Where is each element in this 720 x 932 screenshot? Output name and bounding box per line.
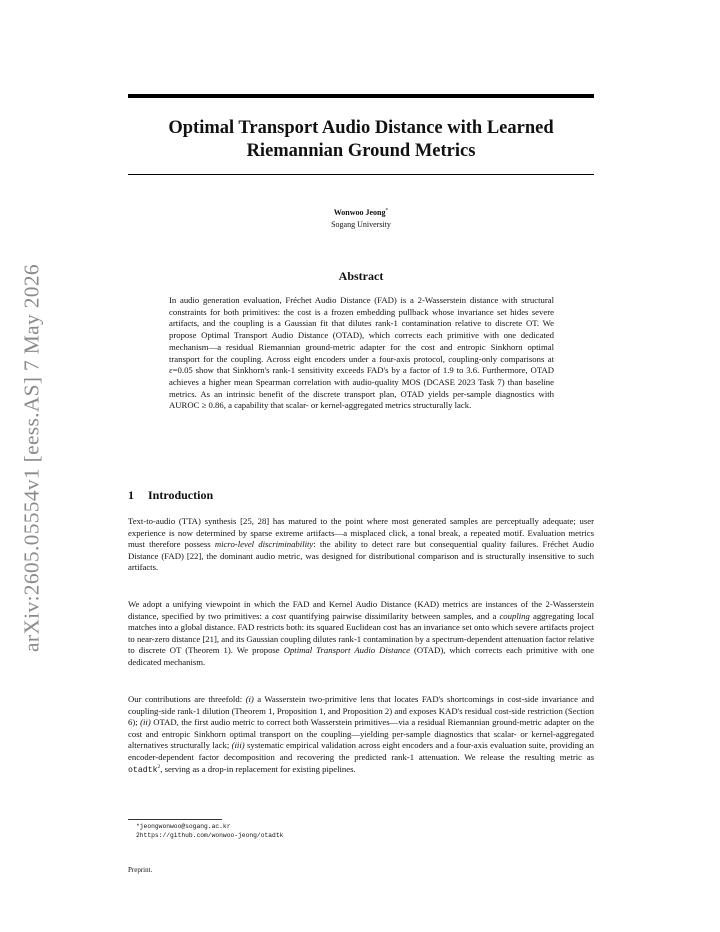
p3-text-e: OTAD, the first audio metric to correct both Wasserstein primitives—via a residual Riemannian ground-metric adapter on the cost and entropic Sinkhorn optimal transport on the coupling—yielding per-sample diagnostics that scalar- or kernel-aggregated alternatives structurally lack; bbox=[128, 717, 594, 751]
intro-paragraph-1 bbox=[128, 516, 594, 574]
title-line-1: Optimal Transport Audio Distance with Learned bbox=[168, 118, 554, 138]
p2-emphasis-otad: Optimal Transport Audio Distance bbox=[283, 645, 410, 656]
arxiv-identifier: arXiv:2605.05554v1 [eess.AS] 7 May 2026 bbox=[19, 264, 44, 652]
p2-text-g: (OTAD), which corrects each primitive with one dedicated mechanism. bbox=[128, 645, 594, 667]
footnote-github-link[interactable]: 2https://github.com/wonwoo-jeong/otadtk bbox=[136, 832, 284, 839]
affiliation: Sogang University bbox=[331, 220, 391, 229]
footnotes bbox=[136, 822, 283, 840]
footnote-rule bbox=[128, 819, 222, 820]
p1-text-c: : the ability to detect rare but consequential quality failures. Fréchet Audio Distance (FAD) [22], the dominant audio metric, was designed for distributional comparison and is structurally insensitive to such artifacts. bbox=[128, 539, 594, 573]
section-title: Introduction bbox=[148, 488, 214, 502]
abstract-heading: Abstract bbox=[338, 269, 384, 283]
p3-item-i: (i) bbox=[245, 694, 254, 704]
p1-emphasis: micro-level discriminability bbox=[214, 539, 314, 550]
p3-text-j: , serving as a drop-in replacement for existing pipelines. bbox=[160, 763, 356, 774]
abstract-text: In audio generation evaluation, Fréchet Audio Distance (FAD) is a 2-Wasserstein distance with structural constraints for both primitives: the cost is a frozen embedding pullback whose invariance set hides severe artifacts, and the coupling is a Gaussian fit that dilutes rank-1 contamination relative to discrete OT. We propose Optimal Transport Audio Distance (OTAD), which corrects each primitive with one dedicated mechanism—a residual Riemannian ground-metric adapter for the cost and entropic Sinkhorn optimal transport for the coupling. Across eight encoders under a four-axis protocol, coupling-only comparisons at ε=0.05 show that Sinkhorn's rank-1 sensitivity exceeds FAD's by a factor of 1.9 to 3.6. Furthermore, OTAD achieves a higher mean Spearman correlation with audio-quality MOS (DCASE 2023 Task 7) than baseline metrics. As an intrinsic benefit of the discrete transport plan, OTAD yields per-sample diagnostics with AUROC ≥ 0.86, a capability that scalar- or kernel-aggregated metrics structurally lack. bbox=[169, 295, 554, 411]
intro-paragraph-3 bbox=[128, 694, 594, 776]
p2-text-a: We adopt a unifying viewpoint in which the FAD and Kernel Audio Distance (KAD) metrics are instances of the 2-Wasserstein distance, specified by two primitives: a bbox=[128, 599, 594, 621]
section-number: 1 bbox=[128, 488, 134, 502]
p3-text-c: a Wasserstein two-primitive lens that locates FAD's shortcomings in cost-side invariance and coupling-side rank-1 dilution (Theorem 1, Proposition 1, and Proposition 2) and exposes KAD's residual cost-side restriction (Section 6); bbox=[128, 694, 594, 728]
p1-text-a: Text-to-audio (TTA) synthesis [25, 28] has matured to the point where most generated samples are perceptually adequate; user experience is now determined by sparse extreme artifacts—a misplaced click, a tonal break, a repeated motif. Evaluation metrics must therefore possess bbox=[128, 516, 594, 550]
p3-item-ii: (ii) bbox=[140, 717, 151, 728]
preprint-label: Preprint. bbox=[128, 866, 153, 874]
p3-package-name: otadtk bbox=[128, 765, 158, 775]
author-block bbox=[128, 207, 594, 231]
p3-item-iii: (iii) bbox=[231, 740, 245, 751]
intro-paragraph-2 bbox=[128, 599, 594, 669]
p2-emphasis-coupling: coupling bbox=[499, 610, 530, 621]
author-name: Wonwoo Jeong bbox=[333, 208, 386, 217]
p2-text-c: quantifying pairwise dissimilarity between samples, and a bbox=[285, 610, 500, 621]
paper-title bbox=[128, 117, 594, 163]
p2-emphasis-cost: cost bbox=[271, 610, 286, 621]
section-heading bbox=[128, 488, 213, 503]
p3-text-a: Our contributions are threefold: bbox=[128, 694, 246, 704]
p2-text-e: aggregating local matches into a global distance. FAD restricts both: its squared Euclidean cost has an invariance set onto which severe artifacts project to near-zero distance [21], and its Gaussian coupling dilutes rank-1 contamination by a spectrum-dependent attenuation factor relative to discrete OT (Theorem 1). We propose bbox=[128, 610, 594, 656]
p3-footnote-mark: 2 bbox=[157, 763, 161, 770]
title-top-rule bbox=[128, 94, 594, 98]
footnote-email: *jeongwonwoo@sogang.ac.kr bbox=[136, 823, 231, 830]
title-line-2: Riemannian Ground Metrics bbox=[246, 141, 476, 161]
arxiv-sidebar bbox=[12, 258, 52, 658]
p3-text-g: systematic empirical validation across eight encoders and a four-axis evaluation suite, providing an encoder-dependent factor decomposition and recovering the predicted rank-1 attenuation. We release the resulting metric as bbox=[128, 740, 594, 762]
author-footnote-mark: * bbox=[385, 207, 389, 214]
title-bottom-rule bbox=[128, 174, 594, 175]
